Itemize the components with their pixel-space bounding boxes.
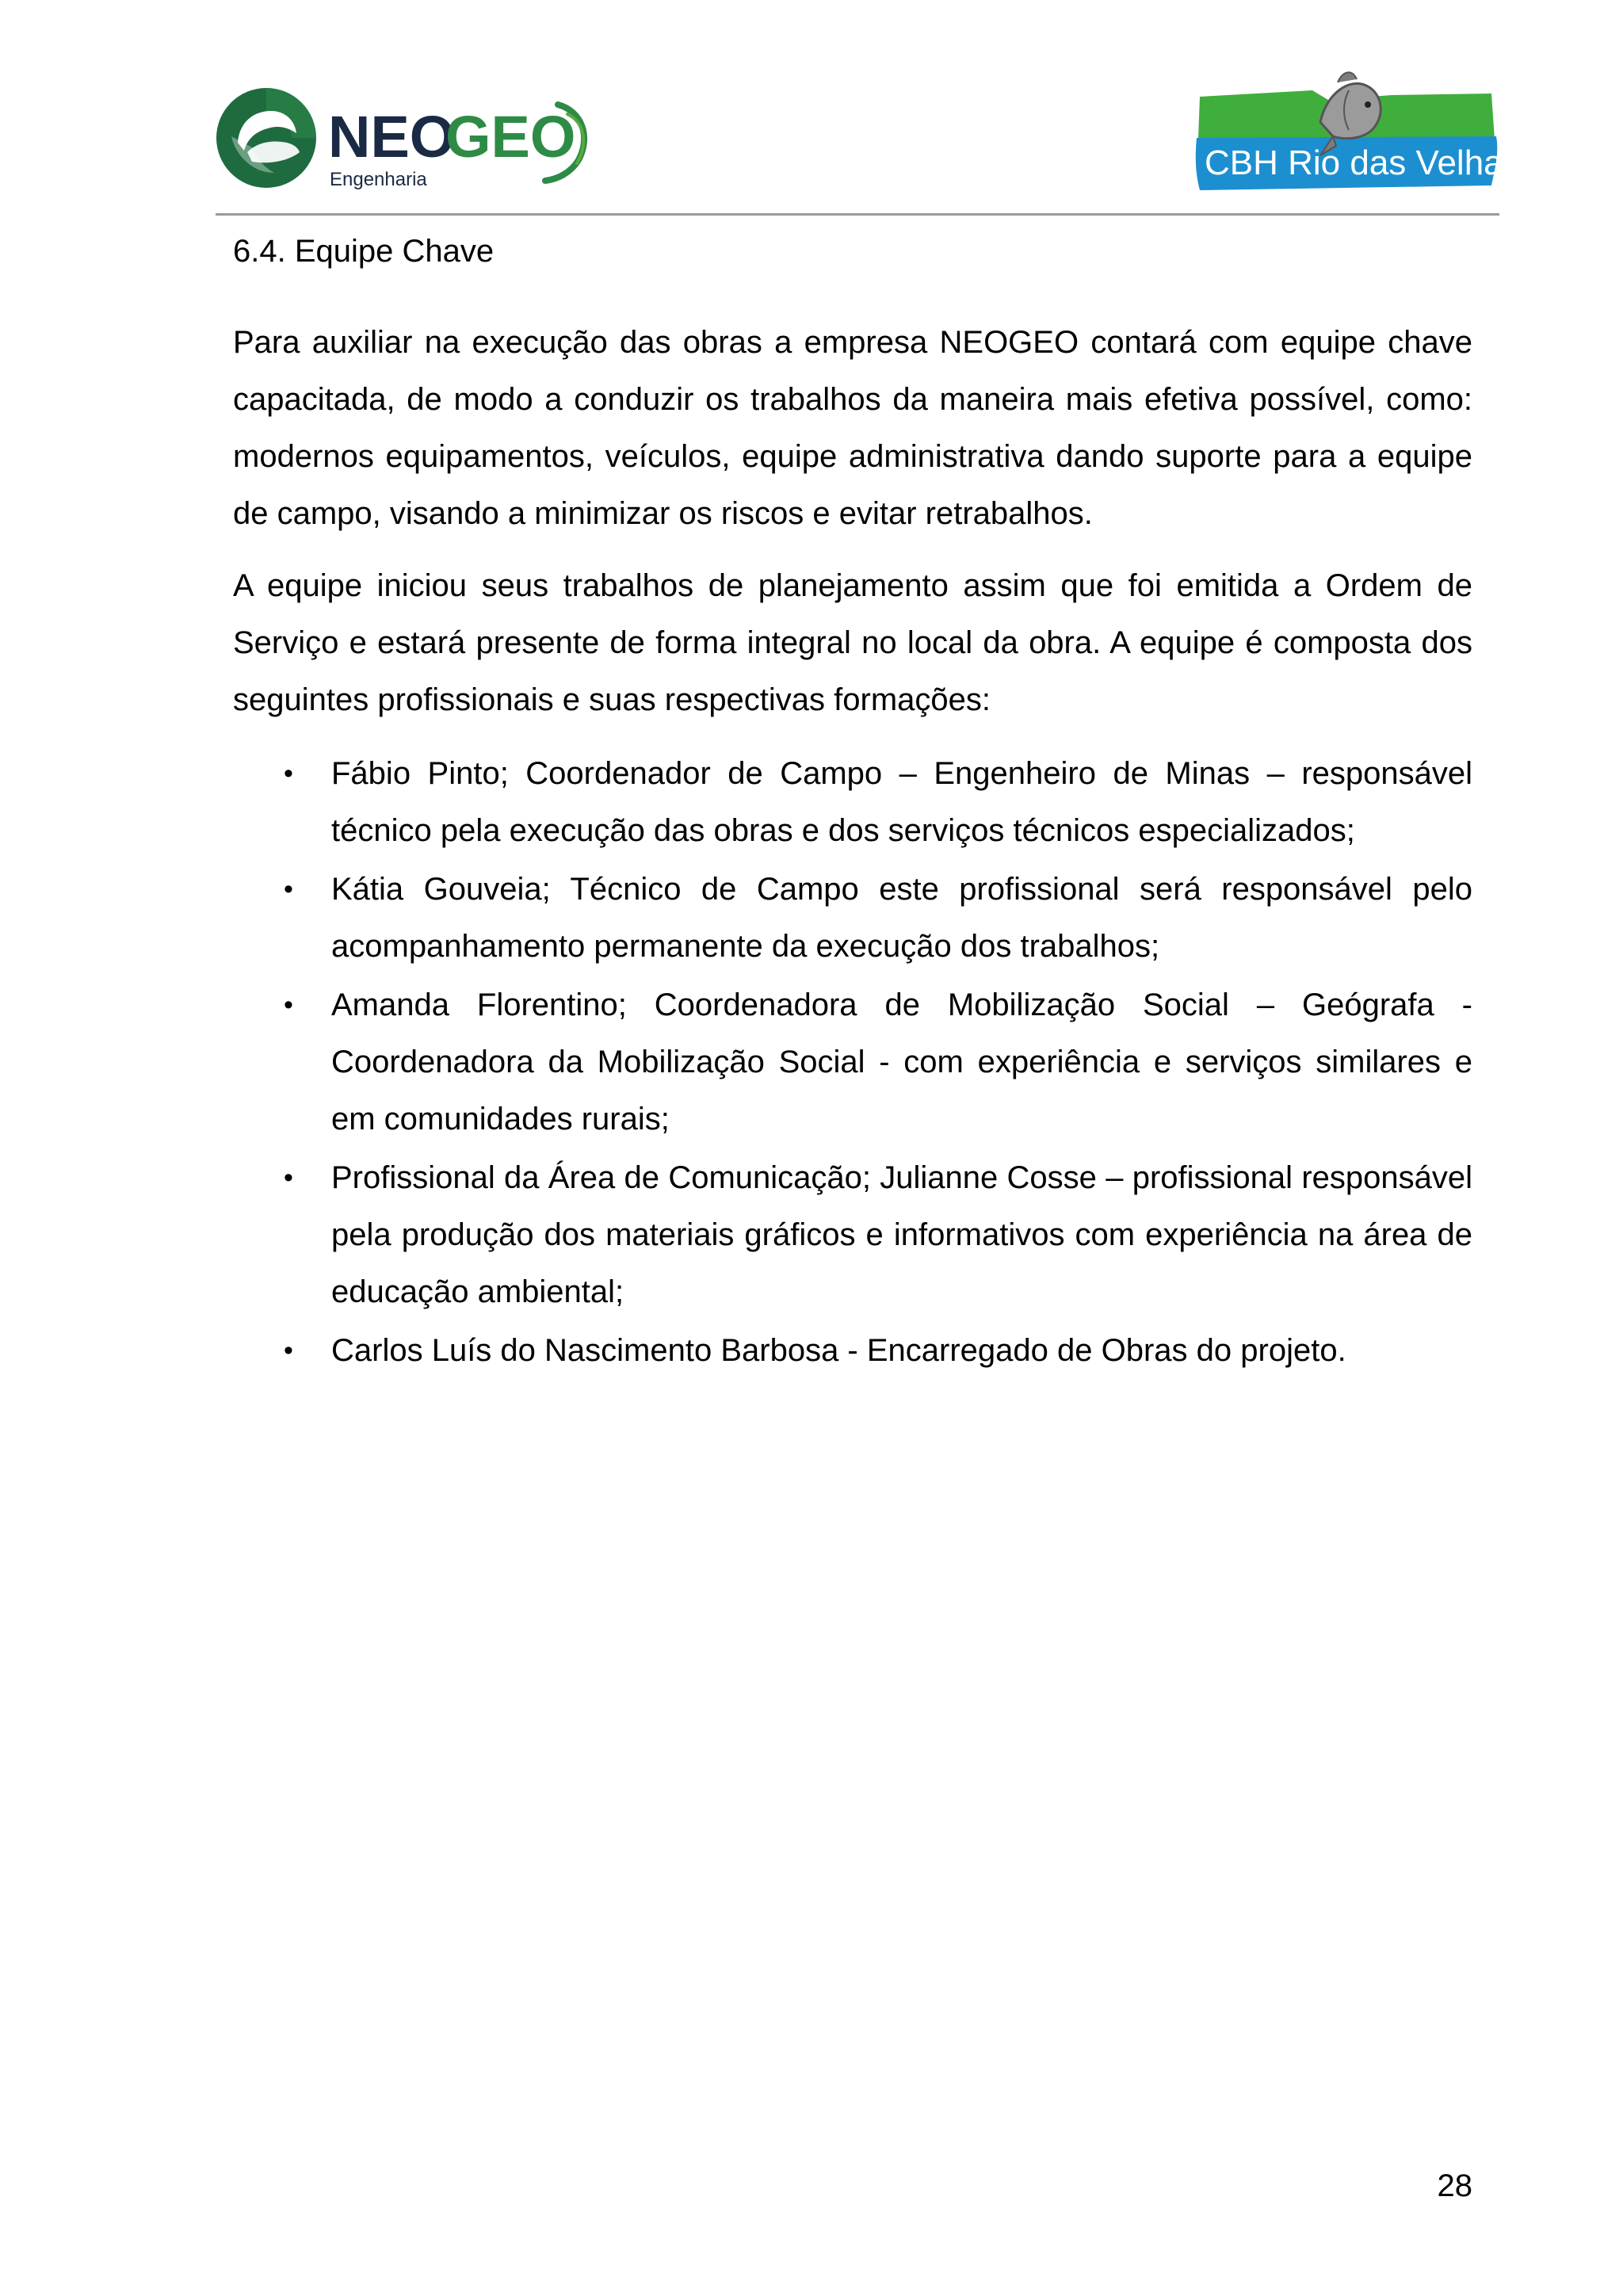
list-item	[233, 976, 1472, 1148]
neogeo-wordmark-neo: NEO	[328, 104, 456, 170]
neogeo-subtitle: Engenharia	[330, 169, 427, 190]
neogeo-wordmark-geo: GEO	[445, 104, 576, 170]
team-member-list	[233, 745, 1472, 1381]
team-member-carlos: Carlos Luís do Nascimento Barbosa - Encarregado de Obras do projeto.	[331, 1333, 1346, 1368]
header-divider	[216, 213, 1499, 216]
team-member-amanda: Amanda Florentino; Coordenadora de Mobilização Social – Geógrafa - Coordenadora da Mobilização Social - com experiência e serviços similares e em comunidades rurais;	[331, 988, 1472, 1137]
paragraph-team: A equipe iniciou seus trabalhos de planejamento assim que foi emitida a Ordem de Serviço e estará presente de forma integral no local da obra. A equipe é composta dos seguintes profissionais e suas respectivas formações:	[233, 568, 1472, 717]
bullet-point: •	[284, 1163, 293, 1193]
team-member-julianne: Profissional da Área de Comunicação; Julianne Cosse – profissional responsável pela produção dos materiais gráficos e informativos com experiência na área de educação ambiental;	[331, 1160, 1472, 1309]
list-item	[233, 1149, 1472, 1320]
list-item	[233, 1322, 1472, 1379]
cbh-rio-das-velhas-logo	[1193, 67, 1499, 203]
team-member-fabio: Fábio Pinto; Coordenador de Campo – Engenheiro de Minas – responsável técnico pela execução das obras e dos serviços técnicos especializados;	[331, 756, 1472, 848]
list-item	[233, 861, 1472, 975]
section-heading: 6.4. Equipe Chave	[233, 234, 495, 269]
cbh-logo-text: CBH Rio das Velhas	[1205, 143, 1499, 182]
team-member-katia: Kátia Gouveia; Técnico de Campo este profissional será responsável pelo acompanhamento permanente da execução dos trabalhos;	[331, 872, 1472, 964]
bullet-point: •	[284, 874, 293, 904]
neogeo-logo	[216, 87, 620, 194]
list-item	[233, 745, 1472, 859]
page-number: 28	[1437, 2168, 1472, 2203]
bullet-point: •	[284, 990, 293, 1020]
bullet-point: •	[284, 1335, 293, 1366]
bullet-point: •	[284, 758, 293, 789]
paragraph-intro: Para auxiliar na execução das obras a empresa NEOGEO contará com equipe chave capacitada, de modo a conduzir os trabalhos da maneira mais efetiva possível, como: modernos equipamentos, veículos, equipe administrativa dando suporte para a equipe de campo, visando a minimizar os riscos e evitar retrabalhos.	[233, 325, 1472, 531]
